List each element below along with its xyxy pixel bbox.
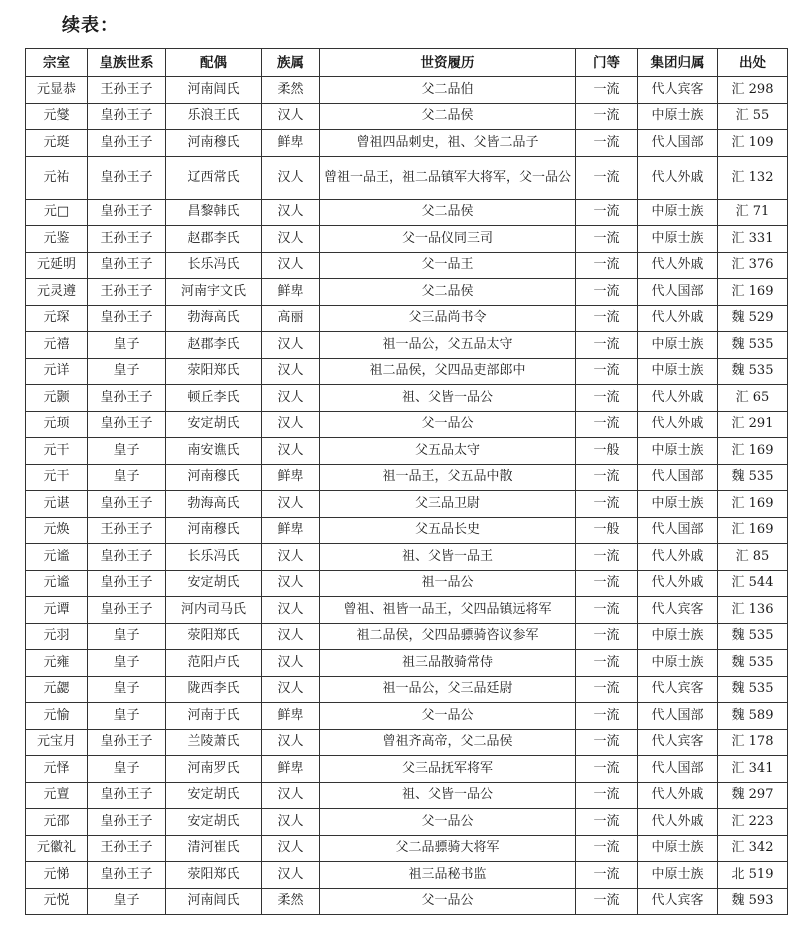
cell-family-record: 祖三品秘书监 xyxy=(320,862,576,889)
cell-clan-member: 元禧 xyxy=(26,332,88,359)
cell-lineage: 皇孙王子 xyxy=(88,252,166,279)
table-row xyxy=(26,77,788,104)
cell-family-record: 曾祖、祖皆一品王，父四品镇远将军 xyxy=(320,597,576,624)
cell-spouse: 勃海高氏 xyxy=(166,305,262,332)
cell-lineage: 皇孙王子 xyxy=(88,411,166,438)
cell-spouse: 兰陵萧氏 xyxy=(166,729,262,756)
cell-lineage: 皇孙王子 xyxy=(88,729,166,756)
cell-source: 汇 55 xyxy=(718,103,788,130)
column-header-clan-member: 宗室 xyxy=(26,49,88,77)
cell-ethnicity: 鲜卑 xyxy=(262,517,320,544)
table-body xyxy=(26,77,788,915)
cell-source: 汇 331 xyxy=(718,226,788,253)
cell-source: 汇 291 xyxy=(718,411,788,438)
cell-spouse: 陇西李氏 xyxy=(166,676,262,703)
cell-spouse: 河南穆氏 xyxy=(166,130,262,157)
column-header-ethnicity: 族属 xyxy=(262,49,320,77)
table-row xyxy=(26,570,788,597)
cell-source: 汇 341 xyxy=(718,756,788,783)
cell-spouse: 清河崔氏 xyxy=(166,835,262,862)
cell-clan-member: 元谧 xyxy=(26,570,88,597)
cell-rank: 一流 xyxy=(576,385,638,412)
cell-group: 代人外戚 xyxy=(638,411,718,438)
cell-source: 魏 535 xyxy=(718,464,788,491)
cell-family-record: 父二品侯 xyxy=(320,199,576,226)
cell-group: 代人宾客 xyxy=(638,676,718,703)
cell-family-record: 曾祖一品王，祖二品镇军大将军，父一品公 xyxy=(320,156,576,199)
cell-source: 魏 589 xyxy=(718,703,788,730)
cell-ethnicity: 汉人 xyxy=(262,809,320,836)
cell-clan-member: 元邵 xyxy=(26,809,88,836)
cell-spouse: 乐浪王氏 xyxy=(166,103,262,130)
cell-clan-member: 元怿 xyxy=(26,756,88,783)
cell-ethnicity: 汉人 xyxy=(262,156,320,199)
cell-lineage: 皇孙王子 xyxy=(88,385,166,412)
cell-clan-member: 元详 xyxy=(26,358,88,385)
cell-family-record: 祖二品侯，父四品吏部郎中 xyxy=(320,358,576,385)
cell-group: 代人宾客 xyxy=(638,77,718,104)
cell-spouse: 河南闾氏 xyxy=(166,77,262,104)
cell-family-record: 父一品王 xyxy=(320,252,576,279)
cell-spouse: 勃海高氏 xyxy=(166,491,262,518)
table-row xyxy=(26,305,788,332)
cell-group: 代人国部 xyxy=(638,756,718,783)
cell-rank: 一流 xyxy=(576,756,638,783)
cell-spouse: 赵郡李氏 xyxy=(166,226,262,253)
cell-group: 中原士族 xyxy=(638,862,718,889)
cell-group: 代人国部 xyxy=(638,517,718,544)
cell-clan-member: 元干 xyxy=(26,438,88,465)
cell-clan-member: 元琛 xyxy=(26,305,88,332)
table-row xyxy=(26,199,788,226)
cell-clan-member: 元亶 xyxy=(26,782,88,809)
cell-spouse: 荥阳郑氏 xyxy=(166,862,262,889)
cell-group: 代人外戚 xyxy=(638,809,718,836)
column-header-family-record: 世资履历 xyxy=(320,49,576,77)
cell-family-record: 父一品公 xyxy=(320,703,576,730)
cell-ethnicity: 汉人 xyxy=(262,729,320,756)
cell-lineage: 皇孙王子 xyxy=(88,103,166,130)
cell-lineage: 皇孙王子 xyxy=(88,305,166,332)
cell-source: 魏 297 xyxy=(718,782,788,809)
cell-family-record: 祖一品王，父五品中散 xyxy=(320,464,576,491)
cell-rank: 一流 xyxy=(576,809,638,836)
cell-rank: 一流 xyxy=(576,226,638,253)
cell-spouse: 河内司马氏 xyxy=(166,597,262,624)
cell-family-record: 祖、父皆一品王 xyxy=(320,544,576,571)
cell-source: 汇 132 xyxy=(718,156,788,199)
cell-source: 汇 169 xyxy=(718,517,788,544)
cell-lineage: 皇子 xyxy=(88,703,166,730)
cell-ethnicity: 汉人 xyxy=(262,676,320,703)
cell-spouse: 长乐冯氏 xyxy=(166,252,262,279)
cell-source: 魏 593 xyxy=(718,888,788,915)
table-row xyxy=(26,835,788,862)
cell-clan-member: 元颢 xyxy=(26,385,88,412)
table-header xyxy=(26,49,788,77)
cell-ethnicity: 汉人 xyxy=(262,544,320,571)
table-row xyxy=(26,156,788,199)
cell-clan-member: 元谭 xyxy=(26,597,88,624)
cell-rank: 一流 xyxy=(576,252,638,279)
cell-spouse: 荥阳郑氏 xyxy=(166,623,262,650)
cell-source: 汇 65 xyxy=(718,385,788,412)
cell-source: 魏 529 xyxy=(718,305,788,332)
cell-group: 中原士族 xyxy=(638,332,718,359)
cell-rank: 一流 xyxy=(576,77,638,104)
cell-family-record: 祖、父皆一品公 xyxy=(320,385,576,412)
cell-source: 汇 544 xyxy=(718,570,788,597)
cell-clan-member: 元焕 xyxy=(26,517,88,544)
cell-family-record: 父二品侯 xyxy=(320,103,576,130)
table-row xyxy=(26,438,788,465)
cell-ethnicity: 汉人 xyxy=(262,411,320,438)
table-row xyxy=(26,411,788,438)
table-row xyxy=(26,358,788,385)
cell-ethnicity: 汉人 xyxy=(262,385,320,412)
cell-lineage: 皇子 xyxy=(88,332,166,359)
cell-lineage: 皇孙王子 xyxy=(88,544,166,571)
cell-family-record: 祖一品公，父五品太守 xyxy=(320,332,576,359)
cell-group: 代人外戚 xyxy=(638,782,718,809)
cell-clan-member: 元□ xyxy=(26,199,88,226)
table-row xyxy=(26,809,788,836)
cell-spouse: 长乐冯氏 xyxy=(166,544,262,571)
table-row xyxy=(26,130,788,157)
cell-ethnicity: 汉人 xyxy=(262,438,320,465)
cell-clan-member: 元干 xyxy=(26,464,88,491)
cell-group: 代人宾客 xyxy=(638,597,718,624)
cell-clan-member: 元燮 xyxy=(26,103,88,130)
cell-group: 中原士族 xyxy=(638,835,718,862)
cell-ethnicity: 汉人 xyxy=(262,623,320,650)
cell-lineage: 王孙王子 xyxy=(88,279,166,306)
cell-clan-member: 元羽 xyxy=(26,623,88,650)
cell-source: 汇 169 xyxy=(718,491,788,518)
table-row xyxy=(26,252,788,279)
column-header-spouse: 配偶 xyxy=(166,49,262,77)
cell-ethnicity: 高丽 xyxy=(262,305,320,332)
cell-spouse: 河南穆氏 xyxy=(166,517,262,544)
cell-clan-member: 元徽礼 xyxy=(26,835,88,862)
cell-source: 北 519 xyxy=(718,862,788,889)
cell-clan-member: 元勰 xyxy=(26,676,88,703)
header-row xyxy=(26,49,788,77)
table-row xyxy=(26,862,788,889)
cell-rank: 一流 xyxy=(576,729,638,756)
cell-rank: 一流 xyxy=(576,103,638,130)
cell-source: 魏 535 xyxy=(718,332,788,359)
cell-lineage: 王孙王子 xyxy=(88,835,166,862)
cell-ethnicity: 鲜卑 xyxy=(262,703,320,730)
cell-spouse: 安定胡氏 xyxy=(166,570,262,597)
cell-lineage: 王孙王子 xyxy=(88,77,166,104)
table-row xyxy=(26,676,788,703)
cell-rank: 一流 xyxy=(576,888,638,915)
cell-lineage: 王孙王子 xyxy=(88,226,166,253)
cell-family-record: 父二品骠骑大将军 xyxy=(320,835,576,862)
cell-family-record: 父三品卫尉 xyxy=(320,491,576,518)
cell-rank: 一流 xyxy=(576,570,638,597)
cell-ethnicity: 柔然 xyxy=(262,888,320,915)
cell-spouse: 河南闾氏 xyxy=(166,888,262,915)
cell-rank: 一流 xyxy=(576,156,638,199)
cell-rank: 一般 xyxy=(576,438,638,465)
cell-rank: 一流 xyxy=(576,862,638,889)
cell-source: 汇 136 xyxy=(718,597,788,624)
cell-ethnicity: 汉人 xyxy=(262,491,320,518)
table-row xyxy=(26,756,788,783)
cell-source: 魏 535 xyxy=(718,676,788,703)
cell-spouse: 南安谯氏 xyxy=(166,438,262,465)
cell-family-record: 父一品仪同三司 xyxy=(320,226,576,253)
cell-group: 代人国部 xyxy=(638,130,718,157)
cell-rank: 一流 xyxy=(576,676,638,703)
cell-ethnicity: 汉人 xyxy=(262,358,320,385)
cell-spouse: 范阳卢氏 xyxy=(166,650,262,677)
table-row xyxy=(26,544,788,571)
cell-rank: 一流 xyxy=(576,305,638,332)
cell-ethnicity: 鲜卑 xyxy=(262,279,320,306)
cell-ethnicity: 鲜卑 xyxy=(262,464,320,491)
cell-source: 魏 535 xyxy=(718,623,788,650)
cell-group: 中原士族 xyxy=(638,491,718,518)
cell-spouse: 荥阳郑氏 xyxy=(166,358,262,385)
cell-group: 代人外戚 xyxy=(638,305,718,332)
cell-clan-member: 元愉 xyxy=(26,703,88,730)
column-header-group: 集团归属 xyxy=(638,49,718,77)
cell-group: 代人外戚 xyxy=(638,544,718,571)
cell-rank: 一流 xyxy=(576,597,638,624)
cell-clan-member: 元鉴 xyxy=(26,226,88,253)
cell-spouse: 安定胡氏 xyxy=(166,809,262,836)
cell-rank: 一流 xyxy=(576,650,638,677)
table-row xyxy=(26,226,788,253)
cell-ethnicity: 鲜卑 xyxy=(262,756,320,783)
cell-spouse: 河南穆氏 xyxy=(166,464,262,491)
cell-group: 代人外戚 xyxy=(638,252,718,279)
table-row xyxy=(26,279,788,306)
cell-group: 代人外戚 xyxy=(638,570,718,597)
table-row xyxy=(26,650,788,677)
cell-ethnicity: 汉人 xyxy=(262,650,320,677)
cell-source: 魏 535 xyxy=(718,650,788,677)
table-row xyxy=(26,491,788,518)
cell-rank: 一流 xyxy=(576,835,638,862)
table-row xyxy=(26,103,788,130)
cell-family-record: 曾祖齐高帝，父二品侯 xyxy=(320,729,576,756)
cell-rank: 一流 xyxy=(576,623,638,650)
cell-spouse: 安定胡氏 xyxy=(166,411,262,438)
column-header-source: 出处 xyxy=(718,49,788,77)
cell-family-record: 父五品长史 xyxy=(320,517,576,544)
cell-source: 汇 223 xyxy=(718,809,788,836)
cell-lineage: 王孙王子 xyxy=(88,517,166,544)
cell-group: 代人宾客 xyxy=(638,729,718,756)
cell-rank: 一流 xyxy=(576,279,638,306)
cell-lineage: 皇孙王子 xyxy=(88,130,166,157)
cell-rank: 一流 xyxy=(576,332,638,359)
cell-family-record: 父一品公 xyxy=(320,411,576,438)
table-row xyxy=(26,703,788,730)
cell-family-record: 曾祖四品刺史，祖、父皆二品子 xyxy=(320,130,576,157)
cell-lineage: 皇孙王子 xyxy=(88,597,166,624)
cell-spouse: 顿丘李氏 xyxy=(166,385,262,412)
cell-group: 中原士族 xyxy=(638,199,718,226)
cell-clan-member: 元谌 xyxy=(26,491,88,518)
cell-spouse: 河南于氏 xyxy=(166,703,262,730)
cell-spouse: 河南罗氏 xyxy=(166,756,262,783)
cell-lineage: 皇孙王子 xyxy=(88,570,166,597)
cell-clan-member: 元祐 xyxy=(26,156,88,199)
table-row xyxy=(26,623,788,650)
cell-family-record: 祖二品侯，父四品骠骑咨议参军 xyxy=(320,623,576,650)
cell-ethnicity: 汉人 xyxy=(262,782,320,809)
cell-source: 汇 169 xyxy=(718,279,788,306)
cell-group: 中原士族 xyxy=(638,650,718,677)
cell-family-record: 父二品侯 xyxy=(320,279,576,306)
column-header-lineage: 皇族世系 xyxy=(88,49,166,77)
cell-group: 中原士族 xyxy=(638,623,718,650)
cell-ethnicity: 汉人 xyxy=(262,862,320,889)
cell-lineage: 皇孙王子 xyxy=(88,491,166,518)
cell-family-record: 祖一品公 xyxy=(320,570,576,597)
cell-clan-member: 元延明 xyxy=(26,252,88,279)
cell-source: 汇 169 xyxy=(718,438,788,465)
cell-family-record: 父三品抚军将军 xyxy=(320,756,576,783)
cell-rank: 一流 xyxy=(576,703,638,730)
cell-group: 代人国部 xyxy=(638,279,718,306)
cell-group: 中原士族 xyxy=(638,438,718,465)
data-table xyxy=(25,48,788,915)
cell-ethnicity: 汉人 xyxy=(262,226,320,253)
cell-spouse: 赵郡李氏 xyxy=(166,332,262,359)
table-row xyxy=(26,888,788,915)
cell-clan-member: 元谧 xyxy=(26,544,88,571)
cell-source: 汇 342 xyxy=(718,835,788,862)
cell-ethnicity: 汉人 xyxy=(262,103,320,130)
cell-ethnicity: 柔然 xyxy=(262,77,320,104)
cell-rank: 一流 xyxy=(576,544,638,571)
cell-group: 中原士族 xyxy=(638,226,718,253)
cell-source: 汇 109 xyxy=(718,130,788,157)
cell-rank: 一流 xyxy=(576,358,638,385)
cell-clan-member: 元珽 xyxy=(26,130,88,157)
cell-group: 中原士族 xyxy=(638,358,718,385)
cell-rank: 一流 xyxy=(576,782,638,809)
cell-family-record: 父五品太守 xyxy=(320,438,576,465)
cell-clan-member: 元灵遵 xyxy=(26,279,88,306)
cell-group: 代人国部 xyxy=(638,464,718,491)
cell-lineage: 皇子 xyxy=(88,650,166,677)
cell-spouse: 昌黎韩氏 xyxy=(166,199,262,226)
cell-lineage: 皇孙王子 xyxy=(88,199,166,226)
cell-source: 汇 71 xyxy=(718,199,788,226)
cell-family-record: 祖一品公，父三品廷尉 xyxy=(320,676,576,703)
cell-rank: 一流 xyxy=(576,199,638,226)
cell-lineage: 皇子 xyxy=(88,438,166,465)
cell-lineage: 皇孙王子 xyxy=(88,862,166,889)
cell-source: 汇 376 xyxy=(718,252,788,279)
cell-lineage: 皇子 xyxy=(88,888,166,915)
cell-family-record: 父三品尚书令 xyxy=(320,305,576,332)
table-row xyxy=(26,385,788,412)
table-caption: 续表： xyxy=(62,15,119,36)
cell-family-record: 父一品公 xyxy=(320,809,576,836)
table-row xyxy=(26,464,788,491)
cell-rank: 一般 xyxy=(576,517,638,544)
cell-clan-member: 元悦 xyxy=(26,888,88,915)
table-row xyxy=(26,332,788,359)
cell-lineage: 皇子 xyxy=(88,464,166,491)
cell-rank: 一流 xyxy=(576,464,638,491)
cell-spouse: 河南宇文氏 xyxy=(166,279,262,306)
cell-group: 中原士族 xyxy=(638,103,718,130)
cell-lineage: 皇孙王子 xyxy=(88,156,166,199)
cell-source: 汇 178 xyxy=(718,729,788,756)
cell-lineage: 皇子 xyxy=(88,358,166,385)
cell-group: 代人外戚 xyxy=(638,385,718,412)
cell-source: 汇 298 xyxy=(718,77,788,104)
cell-ethnicity: 汉人 xyxy=(262,597,320,624)
cell-family-record: 父二品伯 xyxy=(320,77,576,104)
cell-family-record: 祖、父皆一品公 xyxy=(320,782,576,809)
cell-lineage: 皇孙王子 xyxy=(88,809,166,836)
cell-group: 代人国部 xyxy=(638,703,718,730)
table-row xyxy=(26,517,788,544)
cell-lineage: 皇子 xyxy=(88,756,166,783)
cell-lineage: 皇子 xyxy=(88,623,166,650)
table-row xyxy=(26,729,788,756)
table-row xyxy=(26,782,788,809)
cell-lineage: 皇孙王子 xyxy=(88,782,166,809)
column-header-rank: 门等 xyxy=(576,49,638,77)
cell-lineage: 皇子 xyxy=(88,676,166,703)
cell-ethnicity: 汉人 xyxy=(262,332,320,359)
cell-spouse: 辽西常氏 xyxy=(166,156,262,199)
cell-clan-member: 元悌 xyxy=(26,862,88,889)
table-row xyxy=(26,597,788,624)
cell-group: 代人宾客 xyxy=(638,888,718,915)
cell-ethnicity: 汉人 xyxy=(262,199,320,226)
cell-group: 代人外戚 xyxy=(638,156,718,199)
cell-spouse: 安定胡氏 xyxy=(166,782,262,809)
cell-rank: 一流 xyxy=(576,130,638,157)
cell-ethnicity: 汉人 xyxy=(262,835,320,862)
cell-ethnicity: 汉人 xyxy=(262,252,320,279)
cell-clan-member: 元顼 xyxy=(26,411,88,438)
cell-source: 魏 535 xyxy=(718,358,788,385)
cell-ethnicity: 鲜卑 xyxy=(262,130,320,157)
cell-family-record: 父一品公 xyxy=(320,888,576,915)
cell-source: 汇 85 xyxy=(718,544,788,571)
cell-rank: 一流 xyxy=(576,491,638,518)
cell-rank: 一流 xyxy=(576,411,638,438)
cell-clan-member: 元宝月 xyxy=(26,729,88,756)
cell-clan-member: 元雍 xyxy=(26,650,88,677)
cell-clan-member: 元显恭 xyxy=(26,77,88,104)
cell-family-record: 祖三品散骑常侍 xyxy=(320,650,576,677)
cell-ethnicity: 汉人 xyxy=(262,570,320,597)
